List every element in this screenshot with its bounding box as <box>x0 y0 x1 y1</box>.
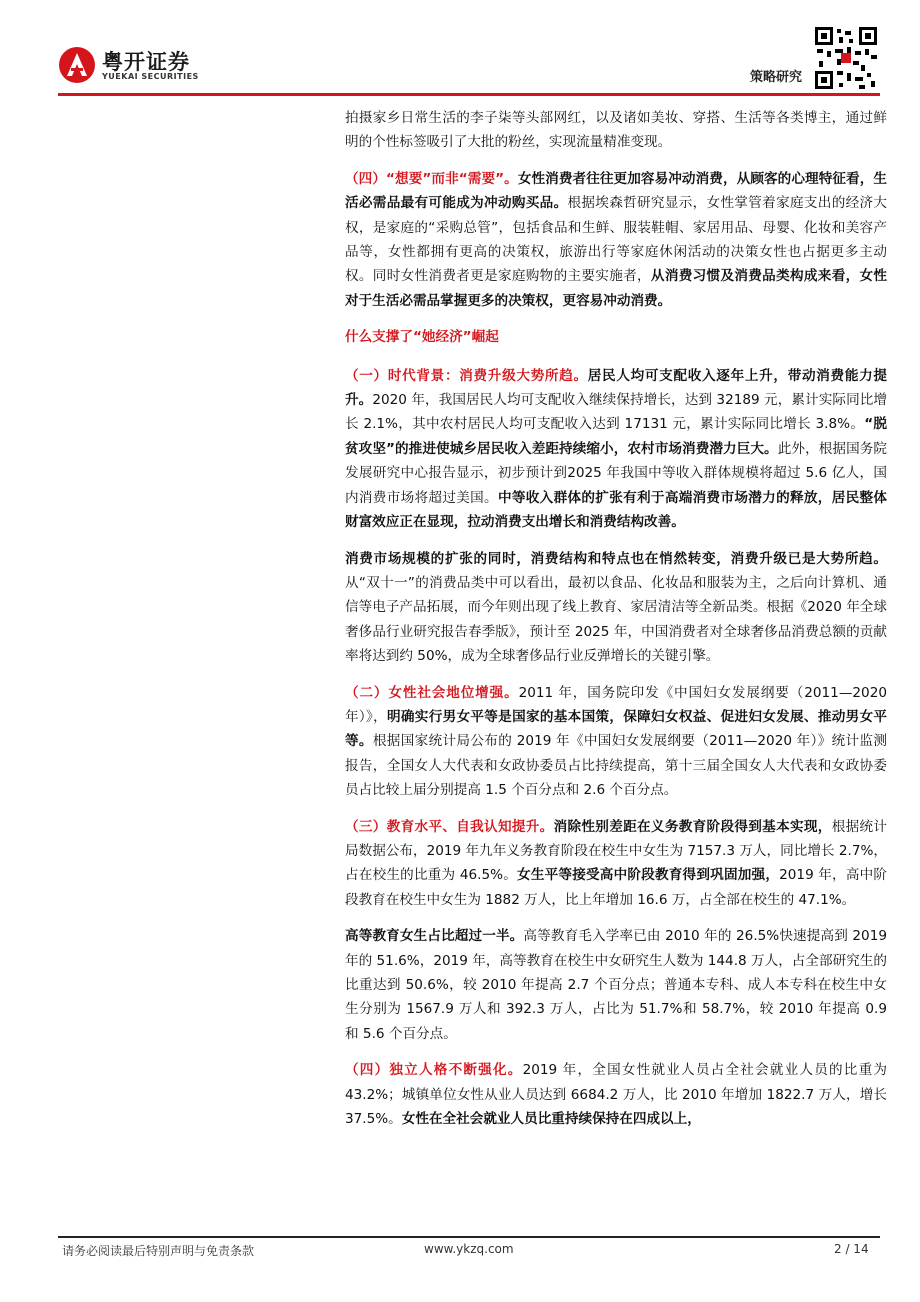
paragraph-higher-education: 高等教育女生占比超过一半。高等教育毛入学率已由 2010 年的 26.5%快速提高到 2019 年的 51.6%，2019 年，高等教育在校生中女研究生人数为 144.8 万人，占全部研究生的比重达到 50.6%，较 2010 年提高 2.7 个百分点；普通本专科、成人本专科在校生中女生分别为 1567.9 万人和 392.3 万人，占比为 51.7%和 58.7%，较 2010 年提高 0.9 和 5.6 个百分点。 <box>345 928 887 1042</box>
company-logo <box>58 46 258 86</box>
footer-url[interactable]: www.ykzq.com <box>424 1242 514 1256</box>
paragraph: 拍摄家乡日常生活的李子柒等头部网红，以及诸如美妆、穿搭、生活等各类博主，通过鲜明的个性标签吸引了大批的粉丝，实现流量精准变现。 <box>345 110 887 151</box>
paragraph-independence: （四）独立人格不断强化。2019 年，全国女性就业人员占全社会就业人员的比重为 43.2%；城镇单位女性从业人员达到 6684.2 万人，比 2010 年增加 1822.7 万人，增长 37.5%。女性在全社会就业人员比重持续保持在四成以上， <box>345 1062 887 1128</box>
footer-disclaimer: 请务必阅读最后特别声明与免责条款 <box>62 1244 255 1258</box>
qr-code-icon <box>813 25 879 91</box>
footer-divider <box>58 1236 880 1238</box>
page-header <box>0 0 920 100</box>
paragraph-heading: （二）女性社会地位增强。 <box>345 684 519 701</box>
paragraph-heading: （一）时代背景：消费升级大势所趋。 <box>345 367 588 384</box>
paragraph-want-not-need: （四）“想要”而非“需要”。女性消费者往往更加容易冲动消费，从顾客的心理特征看，生活必需品最有可能成为冲动购买品。根据埃森哲研究显示，女性掌管着家庭支出的经济大权，是家庭的“采购总管”，包括食品和生鲜、服装鞋帽、家居用品、母婴、化妆和美容产品等，女性都拥有更高的决策权，旅游出行等家庭休闲活动的决策女性也占据更多主动权。同时女性消费者更是家庭购物的主要实施者，从消费习惯及消费品类构成来看，女性对于生活必需品掌握更多的决策权，更容易冲动消费。 <box>345 170 888 309</box>
paragraph-heading: （四）独立人格不断强化。 <box>345 1062 523 1079</box>
paragraph-era-background: （一）时代背景：消费升级大势所趋。居民人均可支配收入逐年上升，带动消费能力提升。2020 年，我国居民人均可支配收入继续保持增长，达到 32189 元，累计实际同比增长 2.1%，其中农村居民人均可支配收入达到 17131 元，累计实际同比增长 3.8%。“脱贫攻坚”的推进使城乡居民收入差距持续缩小，农村市场消费潜力巨大。此外，根据国务院发展研究中心报告显示，初步预计到2025 年我国中等收入群体规模将超过 5.6 亿人，国内消费市场将超过美国。中等收入群体的扩张有利于高端消费市场潜力的释放，居民整体财富效应正在显现，拉动消费支出增长和消费结构改善。 <box>345 367 888 531</box>
article-body <box>345 106 887 1143</box>
paragraph-education: （三）教育水平、自我认知提升。消除性别差距在义务教育阶段得到基本实现，根据统计局数据公布，2019 年九年义务教育阶段在校生中女生为 7157.3 万人，同比增长 2.7%，占在校生的比重为 46.5%。女生平等接受高中阶段教育得到巩固加强，2019 年，高中阶段教育在校生中女生为 1882 万人，比上年增加 16.6 万，占全部在校生的 47.1%。 <box>345 818 888 908</box>
paragraph-social-status: （二）女性社会地位增强。2011 年，国务院印发《中国妇女发展纲要（2011—2020 年）》，明确实行男女平等是国家的基本国策，保障妇女权益、促进妇女发展、推动男女平等。根据国家统计局公布的 2019 年《中国妇女发展纲要（2011—2020 年）》统计监测报告，全国女人大代表和女政协委员占比持续提高，第十三届全国女人大代表和女政协委员占比较上届分别提高 1.5 个百分点和 2.6 个百分点。 <box>345 684 888 799</box>
logo-english-name: YUEKAI SECURITIES <box>102 72 199 81</box>
logo-chinese-name: 粤开证券 <box>102 50 190 74</box>
yuekai-logo-icon <box>58 46 96 84</box>
page-number: 2 / 14 <box>834 1242 869 1256</box>
paragraph-heading: （三）教育水平、自我认知提升。 <box>345 818 554 835</box>
paragraph-heading: （四）“想要”而非“需要”。 <box>345 170 518 187</box>
paragraph-consumption-upgrade: 消费市场规模的扩张的同时，消费结构和特点也在悄然转变，消费升级已是大势所趋。从“双十一”的消费品类中可以看出，最初以食品、化妆品和服装为主，之后向计算机、通信等电子产品拓展，而今年则出现了线上教育、家居清洁等全新品类。根据《2020 年全球奢侈品行业研究报告春季版》，预计至 2025 年，中国消费者对全球奢侈品消费总额的贡献率将达到约 50%，成为全球奢侈品行业反弹增长的关键引擎。 <box>345 550 887 665</box>
header-divider <box>58 93 880 96</box>
section-title: 什么支撑了“她经济”崛起 <box>345 329 499 346</box>
report-type-label: 策略研究 <box>750 70 803 85</box>
